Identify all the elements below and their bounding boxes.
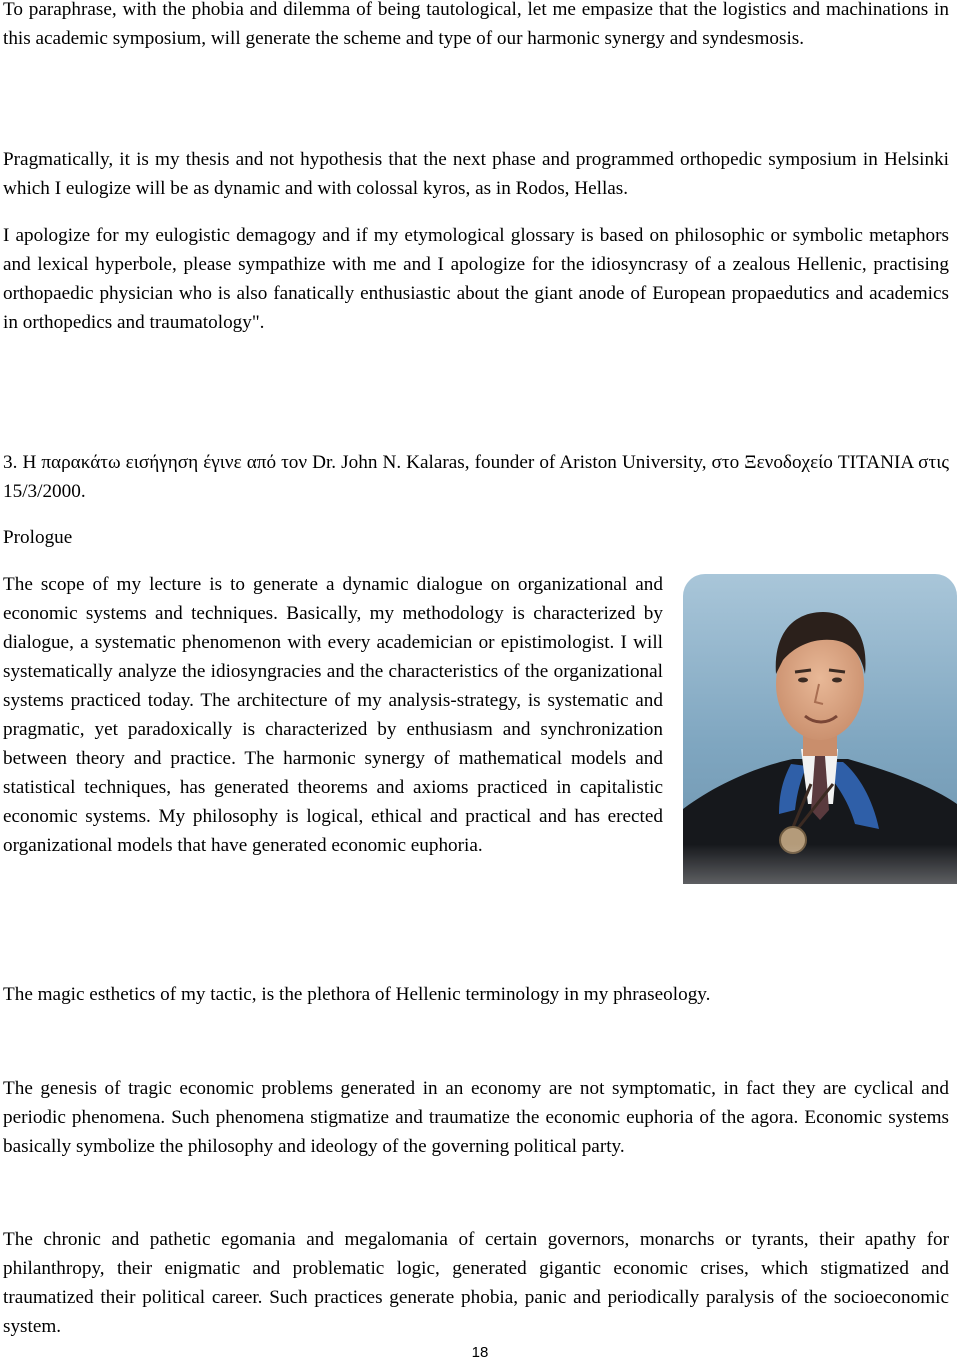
page-number: 18 (471, 1344, 489, 1361)
section-heading: 3. Η παρακάτω εισήγηση έγινε από τον Dr. John N. Kalaras, founder of Ariston University, στο Ξενοδοχείο TITANIA στις 15/3/2000. (3, 452, 949, 502)
paragraph-magic-esthetics: The magic esthetics of my tactic, is the plethora of Hellenic terminology in my phraseology. (3, 984, 711, 1005)
paragraph-economic-problems: The genesis of tragic economic problems generated in an economy are not symptomatic, in fact they are cyclical and periodic phenomena. Such phenomena stigmatize and traumatize the economic euphoria of the agora. Economic systems basically symbolize the philosophy and ideology of the governing political party. (3, 1078, 949, 1157)
prologue-heading: Prologue (3, 527, 73, 548)
paragraph-lecture-scope: The scope of my lecture is to generate a dynamic dialogue on organizational and economic systems and techniques. Basically, my methodology is characterized by dialogue, a systematic phenomenon with every academician or epistimologist. I will systematically analyze the idiosyngracies and the characteristics of the organizational systems practiced today. The architecture of my analysis-strategy, is systematic and pragmatic, yet paradoxically is characterized by enthusiasm and synchronization between theory and practice. The harmonic synergy of mathematical models and statistical techniques, has generated theorems and axioms practiced in capitalistic economic systems. My philosophy is logical, ethical and practical and has erected organizational models that have generated economic euphoria. (3, 574, 663, 856)
portrait-photo (683, 574, 957, 974)
paragraph-symposium-logistics: To paraphrase, with the phobia and dilemma of being tautological, let me empasize that the logistics and machinations in this academic symposium, will generate the scheme and type of our harmonic synergy and syndesmosis. (3, 0, 949, 49)
paragraph-apology: I apologize for my eulogistic demagogy and if my etymological glossary is based on philosophic or symbolic metaphors and lexical hyperbole, please sympathize with me and I apologize for the idiosyncrasy of a zealous Hellenic, practising orthopaedic physician who is also fanatically enthusiastic about the giant anode of European propaedutics and academics in orthopedics and traumatology". (3, 225, 949, 333)
paragraph-egomania: The chronic and pathetic egomania and megalomania of certain governors, monarchs or tyrants, their apathy for philanthropy, their enigmatic and problematic logic, generated gigantic economic crises, which stigmatized and traumatized their political career. Such practices generate phobia, panic and periodically paralysis of the socioeconomic system. (3, 1229, 949, 1337)
paragraph-helsinki-symposium: Pragmatically, it is my thesis and not hypothesis that the next phase and programmed orthopedic symposium in Helsinki which I eulogize will be as dynamic and with colossal kyros, as in Rodos, Hellas. (3, 149, 949, 199)
